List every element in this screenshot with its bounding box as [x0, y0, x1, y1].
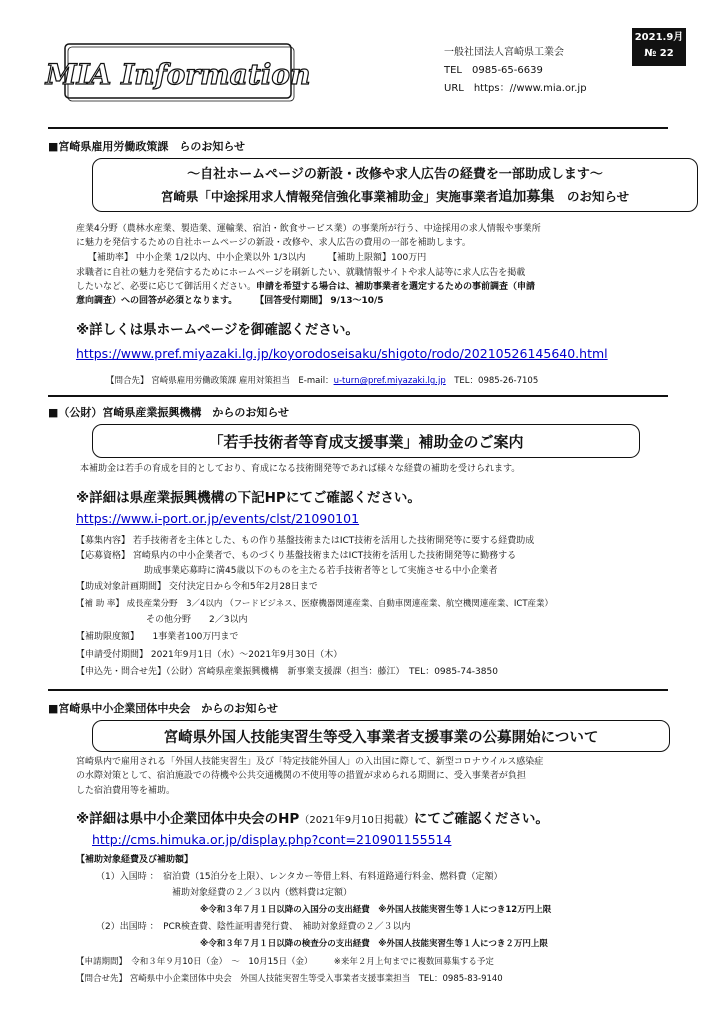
- section-divider: [48, 127, 668, 129]
- section3-text: 宮崎県内で雇用される「外国人技能実習生」及び「特定技能外国人」の入出国に際して、新型コロナウイルス感染症: [76, 757, 544, 767]
- section1-link[interactable]: https://www.pref.miyazaki.lg.jp/koyorodoseisaku/shigoto/rodo/20210526145640.html: [76, 346, 608, 361]
- section3-heading: ■宮崎県中小企業団体中央会 からのお知らせ: [48, 702, 279, 715]
- section2-detail: 【募集内容】 若手技術者を主体とした、もの作り基盤技術またはICT技術を活用した技術開発等に要する経費助成: [76, 536, 535, 546]
- section2-text: 本補助金は若手の育成を目的としており、育成になる技術開発等であれば様々な経費の補助を受けられます。: [80, 464, 521, 474]
- section2-notice: ※詳細は県産業振興機構の下記HPにてご確認ください。: [76, 490, 421, 506]
- issue-badge: [632, 28, 686, 66]
- issue-date: 2021.9月: [634, 32, 684, 43]
- section3-detail: 補助対象経費の２／３以内（燃料費は定額）: [172, 888, 353, 898]
- section2-detail: 【申請受付期間】 2021年9月1日（水）～2021年9月30日（木）: [76, 650, 343, 660]
- section2-detail: 【補助限度額】 1事業者100万円まで: [76, 632, 239, 642]
- section3-title: 宮崎県外国人技能実習生等受入事業者支援事業の公募開始について: [163, 730, 599, 746]
- section2-contact: 【申込先・問合せ先】（公財）宮崎県産業振興機構 新事業支援課（担当：藤江） TEL：0985-74-3850: [76, 667, 498, 677]
- section2-detail: 【補 助 率】 成長産業分野 3／4以内 （フードビジネス、医療機器関連産業、自動車関連産業、航空機関連産業、ICT産業）: [76, 599, 554, 609]
- section1-text: 求職者に自社の魅力を発信するためにホームページを刷新したい、就職情報サイトや求人誌等に求人広告を掲載: [76, 268, 526, 278]
- section1-subsidy-rate: 【補助率】 中小企業 1/2以内、中小企業以外 1/3以内 【補助上限額】100万円: [88, 253, 427, 263]
- issue-number: № 22: [644, 48, 674, 59]
- publisher-name: 一般社団法人宮崎県工業会: [444, 47, 564, 58]
- section1-title-line1: ～自社ホームページの新設・改修や求人広告の経費を一部助成します～: [187, 167, 603, 182]
- section1-notice: ※詳しくは県ホームページを御確認ください。: [76, 322, 359, 338]
- section3-text: の水際対策として、宿泊施設での待機や公共交通機関の不使用等の措置が求められる期間に、受入事業者が負担: [76, 771, 526, 781]
- section3-detail: ※令和３年７月１日以降の入国分の支出経費 ※外国人技能実習生等１人につき12万円上限: [200, 905, 552, 915]
- section2-detail: 助成事業応募時に満45歳以下のものを主たる若手技術者等として実施させる中小企業者: [144, 566, 498, 576]
- section3-link[interactable]: http://cms.himuka.or.jp/display.php?cont=210901155514: [92, 832, 452, 847]
- section-divider: [48, 395, 668, 397]
- section1-title-box: [92, 158, 698, 212]
- section1-heading: ■宮崎県雇用労働政策課 らのお知らせ: [48, 140, 246, 153]
- section1-contact: 【問合先】 宮崎県雇用労働政策課 雇用対策担当 E-mail：u-turn@pref.miyazaki.lg.jp TEL：0985-26-7105: [106, 376, 539, 386]
- mia-information-logo: [45, 40, 311, 102]
- section1-text: に魅力を発信するための自社ホームページの新設・改修や、求人広告の費用の一部を補助します。: [76, 238, 471, 248]
- section1-text: 意向調査）への回答が必須となります。 【回答受付期間】 9/13～10/5: [76, 296, 384, 306]
- section2-detail: 【応募資格】 宮崎県内の中小企業者で、ものづくり基盤技術またはICT技術を活用した技術開発等に勤務する: [76, 551, 517, 561]
- section3-detail: 【申請期間】 令和３年９月10日（金） ～ 10月15日（金） ※来年２月上旬までに複数回募集する予定: [76, 957, 494, 967]
- section2-title-box: [92, 424, 640, 458]
- publisher-url[interactable]: URL https：//www.mia.or.jp: [444, 83, 587, 94]
- section3-detail: （1）入国時 ： 宿泊費（15泊分を上限）、レンタカー等借上料、有料道路通行料金、燃料費（定額）: [96, 872, 503, 882]
- section2-detail: 【助成対象計画期間】 交付決定日から令和5年2月28日まで: [76, 582, 318, 592]
- section3-title-box: [92, 720, 670, 752]
- section3-detail: 【補助対象経費及び補助額】: [76, 855, 194, 865]
- section1-text: したいなど、必要に応じて御活用ください。申請を希望する場合は、補助事業者を選定するための事前調査（申請: [76, 282, 536, 292]
- section3-text: した宿泊費用等を補助。: [76, 786, 176, 796]
- section3-contact: 【問合せ先】 宮崎県中小企業団体中央会 外国人技能実習生等受入事業者支援事業担当 TEL：0985-83-9140: [76, 974, 503, 984]
- section1-title-line2: 宮崎県「中途採用求人情報発信強化事業補助金」実施事業者追加募集 のお知らせ: [160, 189, 630, 205]
- section2-detail: その他分野 2／3以内: [146, 615, 248, 625]
- section3-detail: （2）出国時 ： PCR検査費、陰性証明書発行費、 補助対象経費の２／３以内: [96, 922, 411, 932]
- section2-title: 「若手技術者等育成支援事業」補助金のご案内: [208, 433, 524, 451]
- section2-link[interactable]: https://www.i-port.or.jp/events/clst/21090101: [76, 511, 360, 526]
- contact-email-link[interactable]: u-turn@pref.miyazaki.lg.jp: [333, 376, 446, 386]
- section1-text: 産業4分野（農林水産業、製造業、運輸業、宿泊・飲食サービス業）の事業所が行う、中途採用の求人情報や事業所: [76, 224, 541, 234]
- section3-notice: ※詳細は県中小企業団体中央会のHP（2021年9月10日掲載）にてご確認ください。: [76, 811, 549, 827]
- section-divider: [48, 689, 668, 691]
- logo-text: MIA Information: [45, 58, 311, 91]
- section3-detail: ※令和３年７月１日以降の検査分の支出経費 ※外国人技能実習生等１人につき２万円上限: [200, 939, 548, 949]
- publisher-tel: TEL 0985-65-6639: [444, 65, 543, 76]
- section2-heading: ■（公財）宮崎県産業振興機構 からのお知らせ: [48, 406, 290, 419]
